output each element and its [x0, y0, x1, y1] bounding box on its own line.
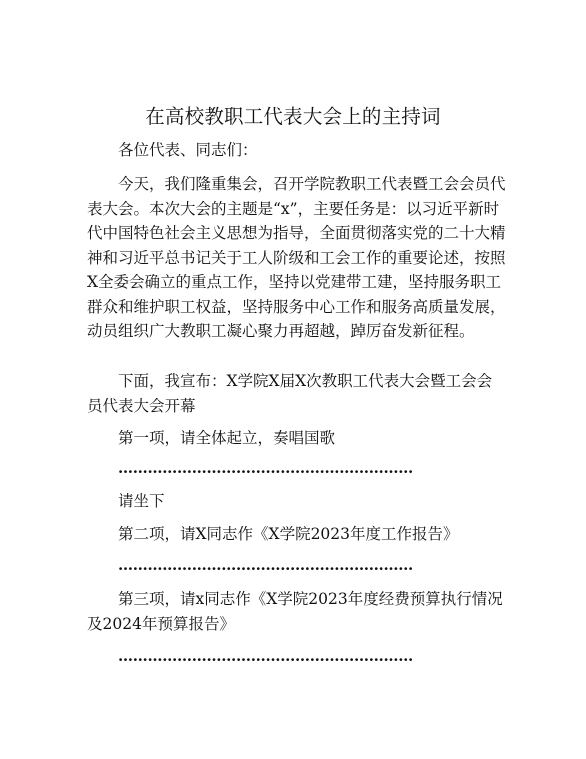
- ellipsis-line-2: ……………………………………………………: [118, 556, 413, 574]
- agenda-item-2: 第二项，请X同志作《X学院2023年度工作报告》: [118, 525, 459, 543]
- opening-paragraph: 今天，我们隆重集会，召开学院教职工代表暨工会会员代表大会。本次大会的主题是“x”，主要任务是：以习近平新时代中国特色社会主义思想为指导，全面贯彻落实党的二十大精神和习近平总书记关于工人阶级和工会工作的重要论述，按照X全委会确立的重点工作，坚持以党建带工建，坚持服务职工群众和维护职工权益，坚持服务中心工作和服务高质量发展，动员组织广大教职工凝心聚力再超越，踔厉奋发新征程。: [87, 175, 506, 340]
- opening-declaration: 下面，我宣布：X学院X届X次教职工代表大会暨工会会员代表大会开幕: [87, 372, 493, 415]
- agenda-item-3: 第三项，请x同志作《X学院2023年度经费预算执行情况及2024年预算报告》: [87, 590, 503, 633]
- agenda-item-1: 第一项，请全体起立，奏唱国歌: [118, 429, 336, 447]
- ellipsis-line-1: ……………………………………………………: [118, 459, 413, 477]
- sit-down-instruction: 请坐下: [118, 492, 165, 510]
- document-title: 在高校教职工代表大会上的主持词: [145, 105, 441, 128]
- salutation: 各位代表、同志们：: [118, 141, 258, 159]
- ellipsis-line-3: ……………………………………………………: [118, 647, 413, 665]
